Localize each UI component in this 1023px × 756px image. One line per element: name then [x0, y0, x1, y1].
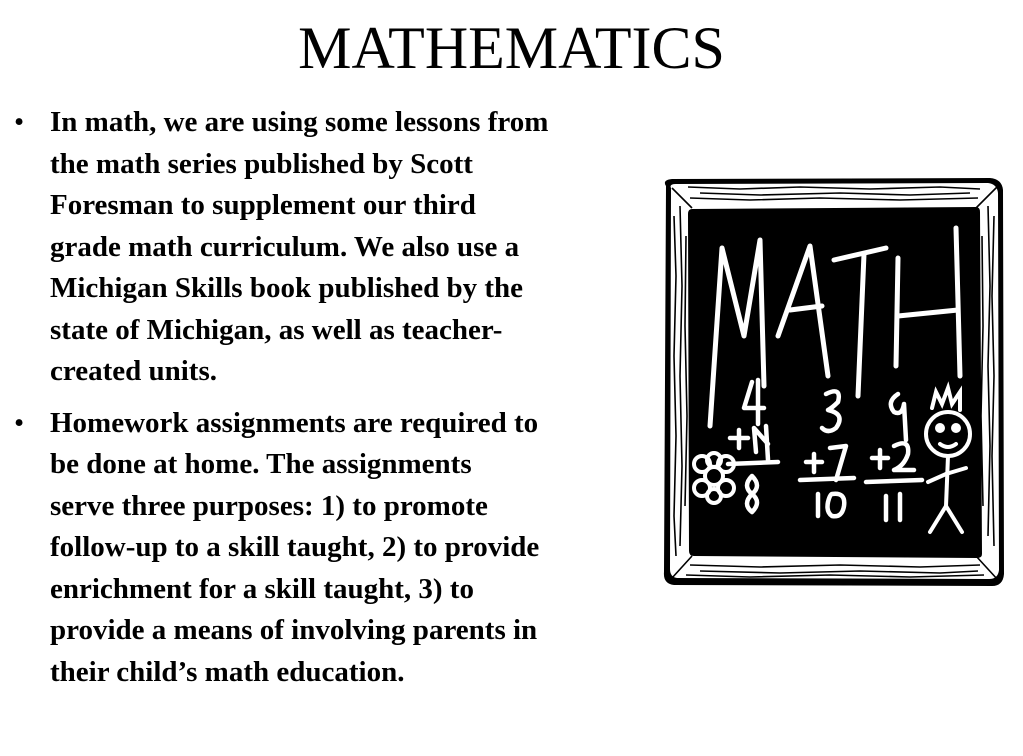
bullet-list	[14, 102, 654, 703]
bullet-line: Homework assignments are required to	[50, 406, 539, 439]
bullet-line: Michigan Skills book published by the	[50, 272, 524, 304]
bullet-line: the math series published by Scott	[50, 147, 473, 180]
bullet-item-curriculum	[14, 102, 654, 393]
bullet-line: state of Michigan, as well as teacher-	[50, 313, 503, 346]
bullet-marker: •	[14, 406, 25, 439]
bullet-line: Foresman to supplement our third	[50, 189, 476, 221]
bullet-line: created units.	[50, 355, 218, 387]
bullet-line: grade math curriculum. We also use a	[50, 230, 520, 263]
chalkboard-math-icon	[660, 176, 1006, 588]
bullet-line: In math, we are using some lessons from	[50, 106, 549, 138]
bullet-line: serve three purposes: 1) to promote	[50, 489, 488, 522]
bullet-line: enrichment for a skill taught, 3) to	[50, 572, 474, 605]
slide-title: MATHEMATICS	[298, 15, 725, 81]
bullet-marker: •	[14, 106, 25, 138]
bullet-line: provide a means of involving parents in	[50, 614, 538, 646]
bullet-item-homework	[14, 403, 654, 694]
bullet-line: their child’s math education.	[50, 655, 405, 688]
bullet-line: follow-up to a skill taught, 2) to provide	[50, 531, 540, 563]
bullet-line: be done at home. The assignments	[50, 448, 472, 480]
